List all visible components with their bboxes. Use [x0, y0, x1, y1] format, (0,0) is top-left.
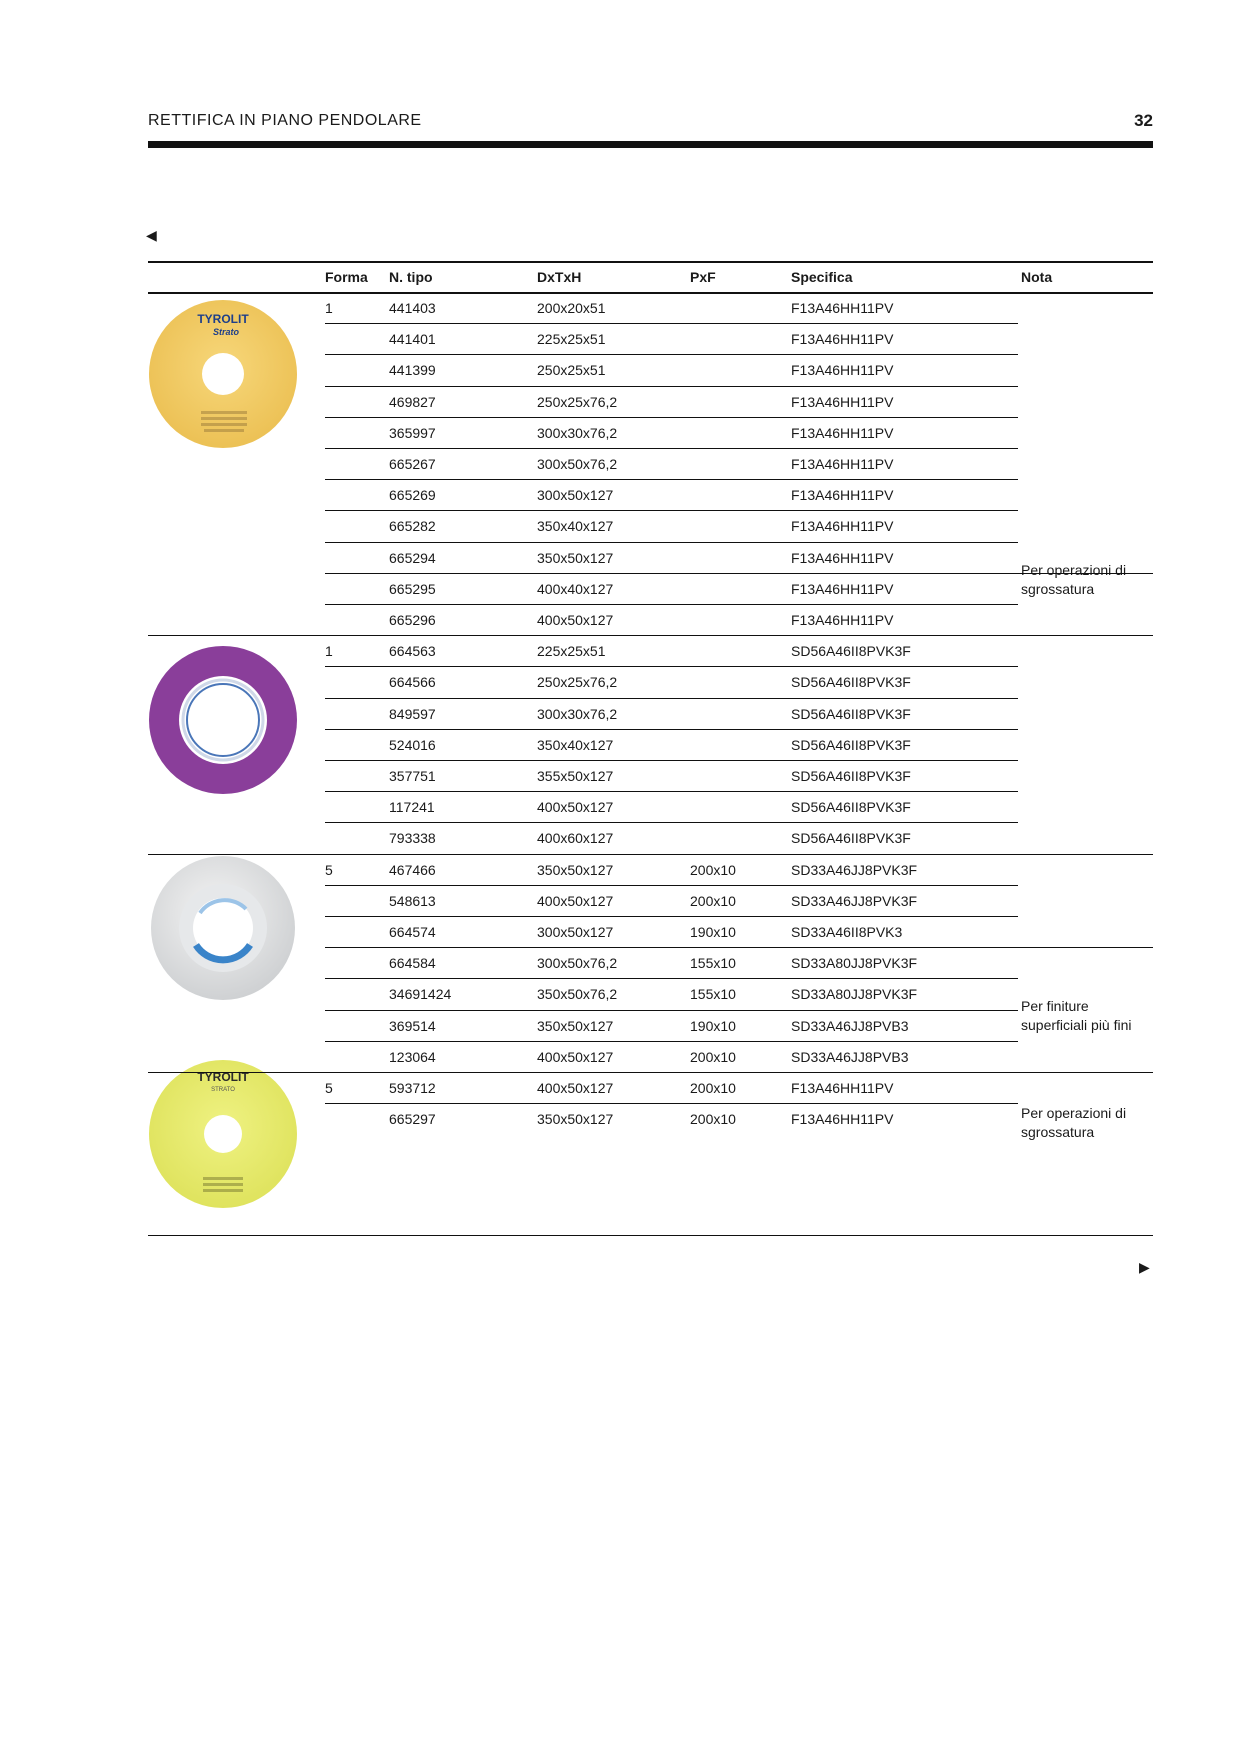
- pxf-cell: 200x10: [690, 1080, 736, 1096]
- pxf-cell: 155x10: [690, 986, 736, 1003]
- dimensions-cell: 350x40x127: [537, 518, 614, 535]
- svg-text:STRATO: STRATO: [211, 1087, 235, 1093]
- svg-text:Strato: Strato: [212, 327, 240, 337]
- note: Per operazioni di sgrossatura: [1021, 1105, 1127, 1140]
- dimensions-cell: 350x50x76,2: [537, 986, 618, 1003]
- row-rule: [325, 698, 1018, 699]
- product-image: [148, 853, 298, 1008]
- group-rule: [148, 635, 1153, 636]
- pxf-cell: 155x10: [690, 955, 736, 972]
- product-image: [148, 645, 298, 800]
- tipo-cell: 369514: [389, 1017, 436, 1034]
- dimensions-cell: 350x50x127: [537, 861, 614, 878]
- dimensions-cell: 400x50x127: [537, 1048, 614, 1065]
- dimensions-cell: 400x50x127: [537, 892, 614, 909]
- tipo-cell: 365997: [389, 424, 436, 441]
- dimensions-cell: 300x50x76,2: [537, 955, 618, 972]
- dimensions-cell: 400x40x127: [537, 580, 614, 597]
- tipo-cell: 665267: [389, 456, 436, 472]
- dimensions-cell: 225x25x51: [537, 331, 606, 348]
- row-rule: [325, 729, 1018, 730]
- tipo-cell: 441401: [389, 331, 436, 348]
- tipo-cell: 665296: [389, 612, 436, 628]
- specifica-cell: SD56A46II8PVK3F: [791, 674, 911, 691]
- row-rule: [325, 760, 1018, 761]
- dimensions-cell: 400x50x127: [537, 612, 614, 628]
- triangle-right-icon[interactable]: ▶: [1139, 1259, 1150, 1275]
- tipo-cell: 664566: [389, 674, 436, 691]
- tipo-cell: 665294: [389, 549, 436, 566]
- product-image: [148, 299, 298, 454]
- tipo-cell: 849597: [389, 705, 436, 722]
- dimensions-cell: 300x30x76,2: [537, 705, 618, 722]
- page-title: RETTIFICA IN PIANO PENDOLARE: [148, 112, 422, 129]
- forma-cell: 1: [325, 643, 333, 660]
- dimensions-cell: 350x50x127: [537, 549, 614, 566]
- row-rule: [325, 822, 1018, 823]
- col-header-tipo: N. tipo: [389, 269, 433, 285]
- row-rule: [325, 542, 1018, 543]
- specifica-cell: SD33A46JJ8PVK3F: [791, 861, 918, 878]
- row-rule: [325, 885, 1018, 886]
- dimensions-cell: 355x50x127: [537, 768, 614, 784]
- table-header-bottom-rule: [148, 292, 1153, 294]
- col-header-pxf: PxF: [690, 269, 716, 285]
- dimensions-cell: 400x50x127: [537, 1080, 614, 1096]
- page-number: 32: [1134, 111, 1153, 130]
- col-header-nota: Nota: [1021, 269, 1053, 285]
- svg-text:TYROLIT: TYROLIT: [197, 312, 249, 326]
- dimensions-cell: 250x25x76,2: [537, 393, 618, 410]
- tipo-cell: 664584: [389, 955, 436, 972]
- dimensions-cell: 300x30x76,2: [537, 424, 618, 441]
- pxf-cell: 200x10: [690, 1111, 736, 1128]
- row-rule: [325, 417, 1018, 418]
- row-rule: [325, 1010, 1018, 1011]
- row-rule: [325, 978, 1018, 979]
- specifica-cell: F13A46HH11PV: [791, 549, 894, 566]
- pxf-cell: 200x10: [690, 892, 736, 909]
- dimensions-cell: 250x25x76,2: [537, 674, 618, 691]
- tipo-cell: 793338: [389, 830, 436, 847]
- specifica-cell: SD33A46II8PVK3: [791, 924, 903, 940]
- specifica-cell: F13A46HH11PV: [791, 580, 894, 597]
- dimensions-cell: 300x50x127: [537, 924, 614, 940]
- tipo-cell: 664563: [389, 643, 436, 660]
- row-rule: [325, 386, 1018, 387]
- row-rule: [325, 479, 1018, 480]
- tipo-cell: 357751: [389, 768, 436, 784]
- row-rule: [325, 791, 1018, 792]
- dimensions-cell: 250x25x51: [537, 362, 606, 379]
- specifica-cell: SD33A80JJ8PVK3F: [791, 955, 918, 972]
- row-rule: [325, 354, 1018, 355]
- group-rule: [148, 1072, 1153, 1073]
- tipo-cell: 469827: [389, 393, 436, 410]
- note: Per finiture superficiali più fini: [1021, 998, 1132, 1033]
- forma-cell: 5: [325, 1080, 333, 1096]
- specifica-cell: SD33A80JJ8PVK3F: [791, 986, 918, 1003]
- pxf-cell: 190x10: [690, 1017, 736, 1034]
- dimensions-cell: 350x50x127: [537, 1017, 614, 1034]
- tipo-cell: 593712: [389, 1080, 436, 1096]
- specifica-cell: F13A46HH11PV: [791, 456, 894, 472]
- col-header-forma: Forma: [325, 269, 368, 285]
- pxf-cell: 200x10: [690, 861, 736, 878]
- table-bottom-rule: [148, 1235, 1153, 1236]
- specifica-cell: F13A46HH11PV: [791, 362, 894, 379]
- tipo-cell: 34691424: [389, 986, 452, 1003]
- dimensions-cell: 400x60x127: [537, 830, 614, 847]
- row-rule: [325, 510, 1018, 511]
- dimensions-cell: 400x50x127: [537, 799, 614, 816]
- row-rule: [325, 1041, 1018, 1042]
- header-rule: [148, 141, 1153, 148]
- tipo-cell: 441403: [389, 300, 436, 316]
- product-image: [148, 1059, 298, 1214]
- row-rule: [325, 916, 1018, 917]
- specifica-cell: SD56A46II8PVK3F: [791, 736, 911, 753]
- tipo-cell: 441399: [389, 362, 436, 379]
- tipo-cell: 664574: [389, 924, 436, 940]
- dimensions-cell: 300x50x127: [537, 487, 614, 504]
- dimensions-cell: 200x20x51: [537, 300, 606, 316]
- col-header-specifica: Specifica: [791, 269, 853, 285]
- row-rule: [325, 666, 1018, 667]
- triangle-left-icon[interactable]: ◀: [146, 227, 157, 243]
- specifica-cell: SD56A46II8PVK3F: [791, 799, 911, 816]
- specifica-cell: F13A46HH11PV: [791, 1111, 894, 1128]
- col-header-dimensions: DxTxH: [537, 269, 582, 285]
- tipo-cell: 665269: [389, 487, 436, 504]
- specifica-cell: SD56A46II8PVK3F: [791, 768, 911, 784]
- dimensions-cell: 350x40x127: [537, 736, 614, 753]
- forma-cell: 1: [325, 300, 333, 316]
- tipo-cell: 548613: [389, 892, 436, 909]
- note: Per operazioni di sgrossatura: [1021, 562, 1127, 597]
- specifica-cell: F13A46HH11PV: [791, 424, 894, 441]
- table-header: [148, 261, 1153, 292]
- specifica-cell: F13A46HH11PV: [791, 300, 894, 316]
- tipo-cell: 123064: [389, 1048, 436, 1065]
- tipo-cell: 665295: [389, 580, 436, 597]
- specifica-cell: SD56A46II8PVK3F: [791, 705, 911, 722]
- tipo-cell: 467466: [389, 861, 436, 878]
- tipo-cell: 117241: [389, 799, 435, 816]
- dimensions-cell: 350x50x127: [537, 1111, 614, 1128]
- forma-cell: 5: [325, 861, 333, 878]
- tipo-cell: 665282: [389, 518, 436, 535]
- specifica-cell: F13A46HH11PV: [791, 393, 894, 410]
- tipo-cell: 524016: [389, 736, 436, 753]
- specifica-cell: SD56A46II8PVK3F: [791, 830, 911, 847]
- svg-text:TYROLIT: TYROLIT: [197, 1070, 249, 1084]
- specifica-cell: SD33A46JJ8PVK3F: [791, 892, 918, 909]
- tipo-cell: 665297: [389, 1111, 436, 1128]
- row-rule: [325, 323, 1018, 324]
- specifica-cell: F13A46HH11PV: [791, 612, 894, 628]
- specifica-cell: F13A46HH11PV: [791, 487, 894, 504]
- pxf-cell: 190x10: [690, 924, 736, 940]
- pxf-cell: 200x10: [690, 1048, 736, 1065]
- dimensions-cell: 300x50x76,2: [537, 456, 618, 472]
- row-rule: [325, 573, 1153, 574]
- specifica-cell: F13A46HH11PV: [791, 1080, 894, 1096]
- row-rule: [325, 604, 1018, 605]
- specifica-cell: F13A46HH11PV: [791, 331, 894, 348]
- specifica-cell: SD56A46II8PVK3F: [791, 643, 911, 660]
- row-rule: [325, 448, 1018, 449]
- row-rule: [325, 1103, 1018, 1104]
- specifica-cell: SD33A46JJ8PVB3: [791, 1017, 909, 1034]
- specifica-cell: SD33A46JJ8PVB3: [791, 1048, 909, 1065]
- group-rule: [148, 854, 1153, 855]
- row-rule: [325, 947, 1153, 948]
- dimensions-cell: 225x25x51: [537, 643, 606, 660]
- specifica-cell: F13A46HH11PV: [791, 518, 894, 535]
